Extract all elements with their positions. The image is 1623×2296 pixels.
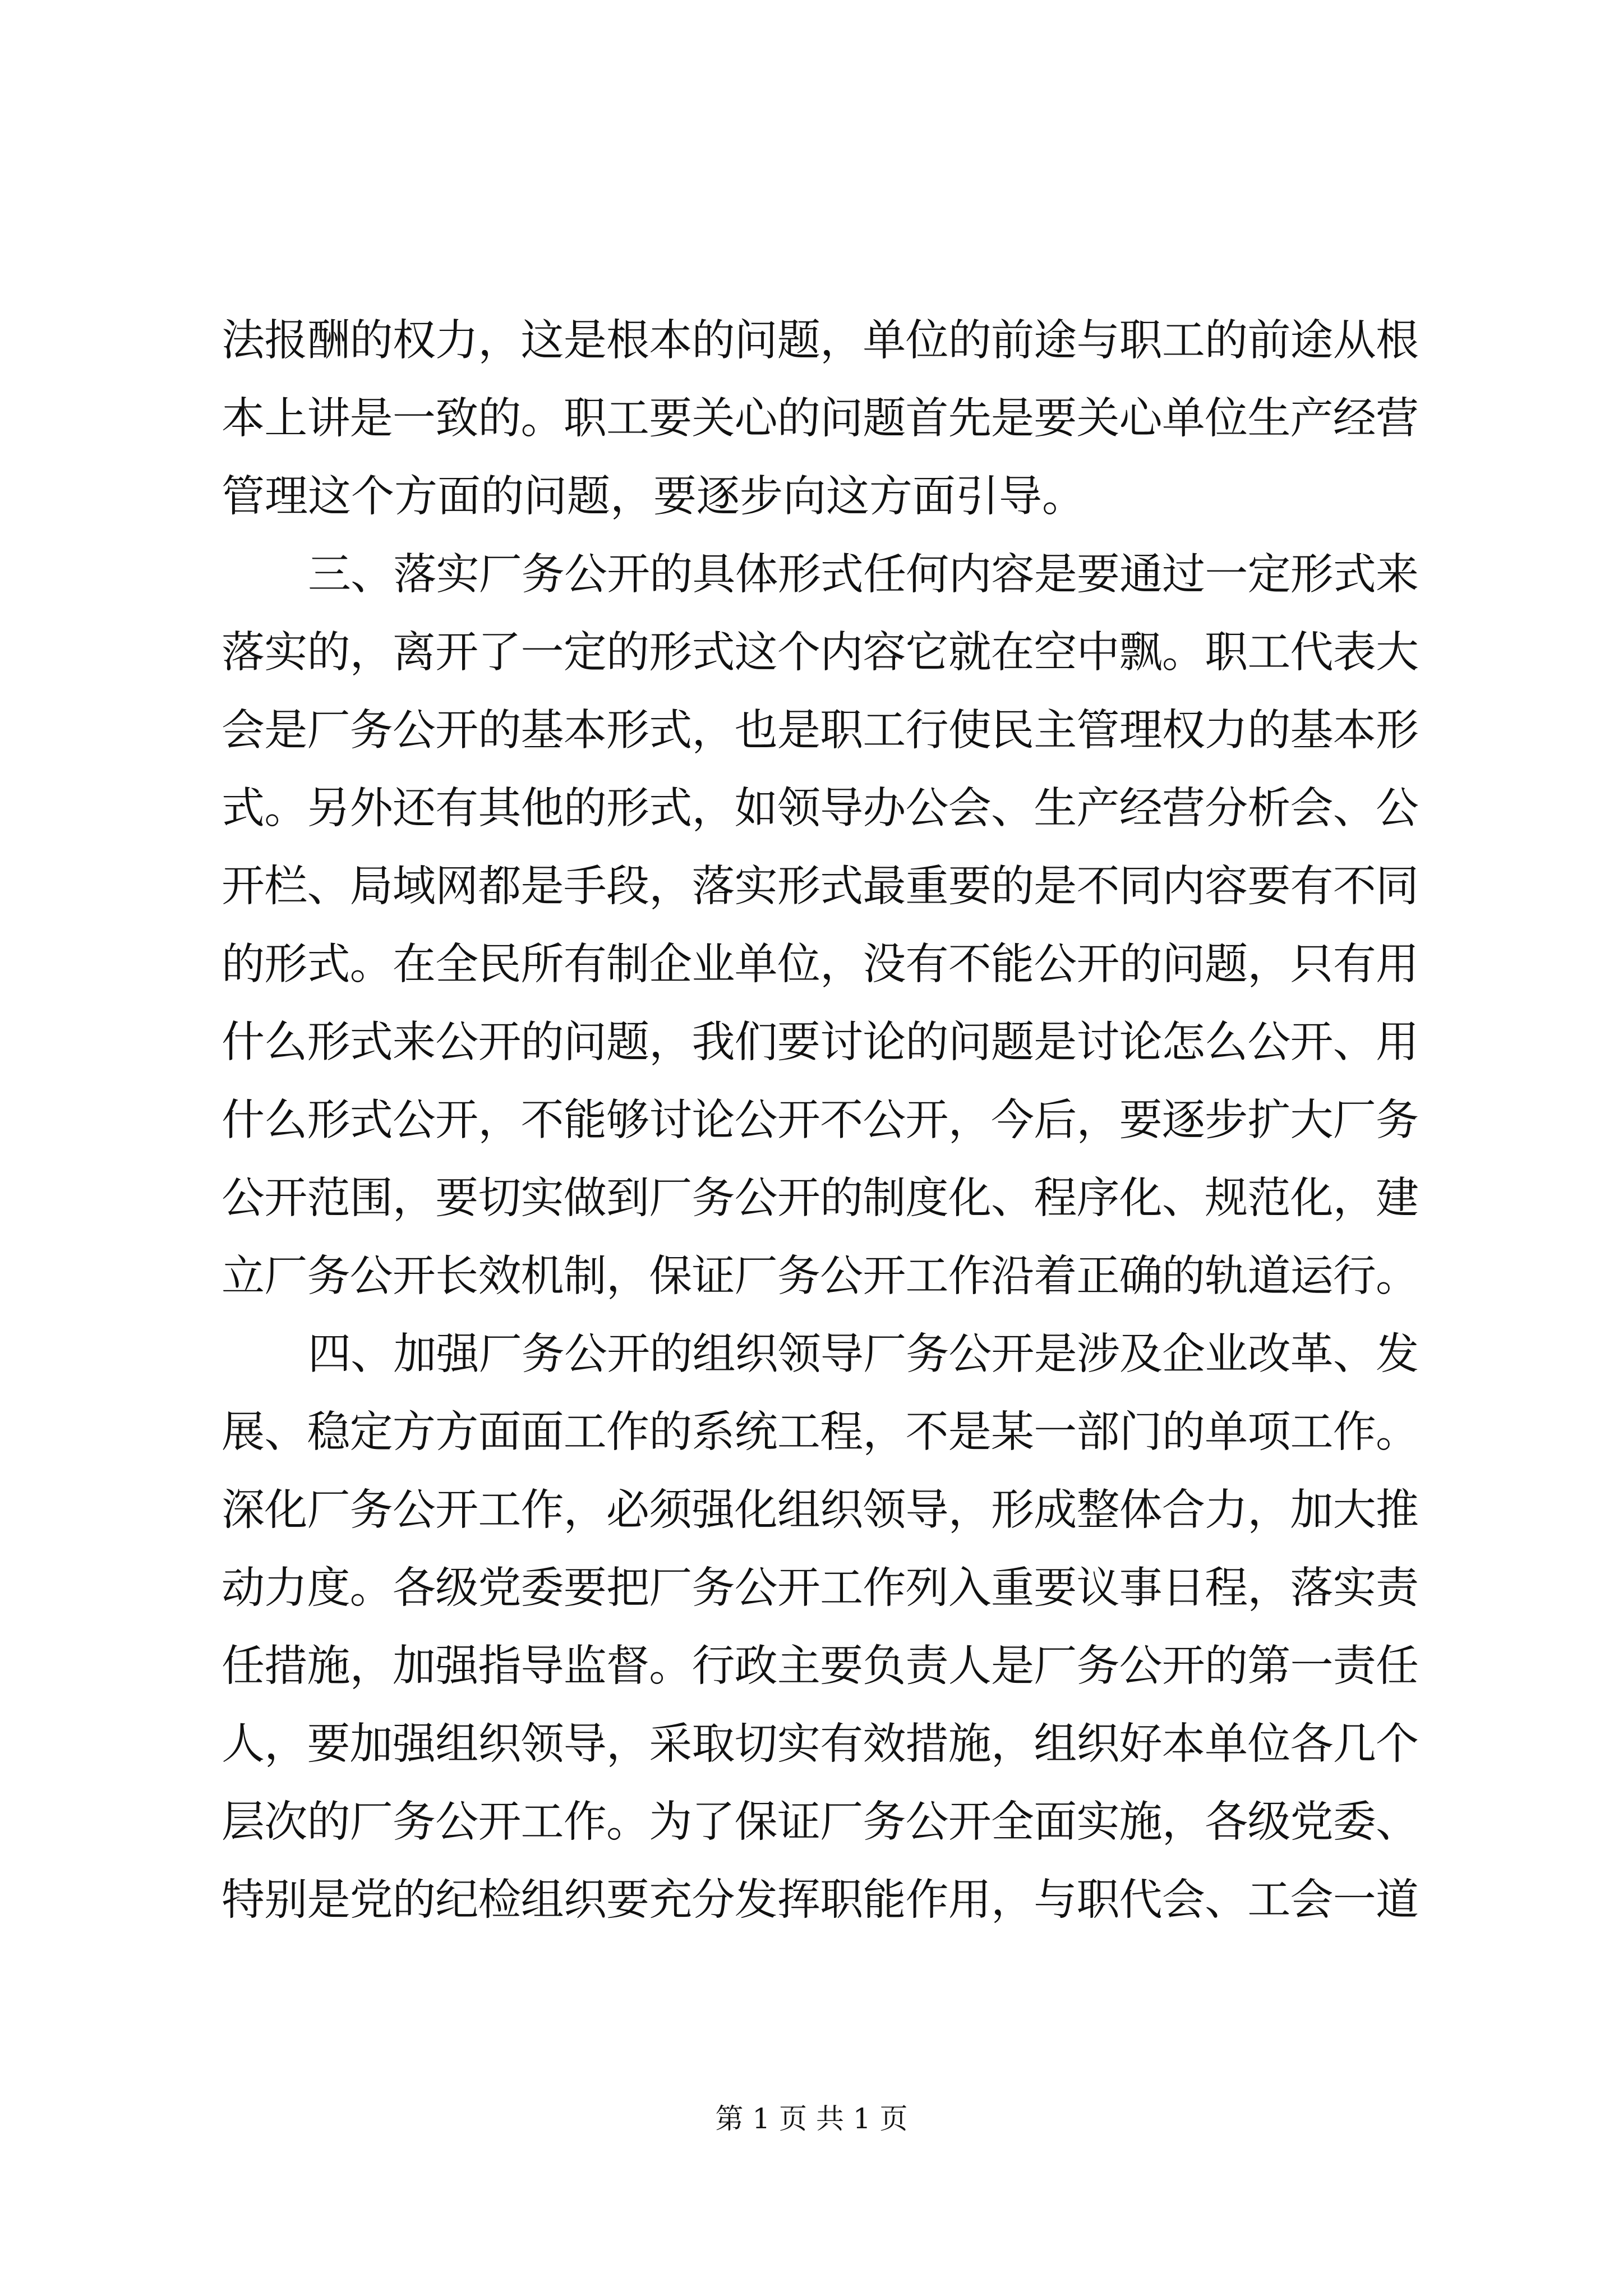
page-footer: 第 1 页 共 1 页 — [715, 2102, 908, 2135]
text-line: 落实的，离开了一定的形式这个内容它就在空中飘。职工代表大 — [222, 628, 1419, 678]
text-line: 的形式。在全民所有制企业单位，没有不能公开的问题，只有用 — [222, 940, 1419, 990]
text-line: 展、稳定方方面面工作的系统工程，不是某一部门的单项工作。 — [222, 1407, 1419, 1457]
text-line: 管理这个方面的问题，要逐步向这方面引导。 — [222, 472, 1085, 522]
text-line: 三、落实厂务公开的具体形式任何内容是要通过一定形式来 — [308, 550, 1419, 600]
text-line: 开栏、局域网都是手段，落实形式最重要的是不同内容要有不同 — [222, 862, 1419, 912]
text-line: 法报酬的权力，这是根本的问题，单位的前途与职工的前途从根 — [222, 316, 1419, 366]
text-line: 什么形式公开，不能够讨论公开不公开，今后，要逐步扩大厂务 — [222, 1096, 1419, 1145]
text-line: 特别是党的纪检组织要充分发挥职能作用，与职代会、工会一道 — [222, 1875, 1419, 1925]
text-line: 立厂务公开长效机制，保证厂务公开工作沿着正确的轨道运行。 — [222, 1251, 1419, 1301]
text-line: 深化厂务公开工作，必须强化组织领导，形成整体合力，加大推 — [222, 1485, 1419, 1535]
text-line: 层次的厂务公开工作。为了保证厂务公开全面实施，各级党委、 — [222, 1797, 1419, 1847]
text-line: 什么形式来公开的问题，我们要讨论的问题是讨论怎么公开、用 — [222, 1018, 1419, 1068]
document-body — [222, 302, 1419, 1939]
text-line: 本上讲是一致的。职工要关心的问题首先是要关心单位生产经营 — [222, 394, 1419, 444]
text-line: 会是厂务公开的基本形式，也是职工行使民主管理权力的基本形 — [222, 706, 1419, 756]
text-line: 动力度。各级党委要把厂务公开工作列入重要议事日程，落实责 — [222, 1563, 1419, 1613]
text-line: 四、加强厂务公开的组织领导厂务公开是涉及企业改革、发 — [308, 1329, 1419, 1379]
text-line: 任措施，加强指导监督。行政主要负责人是厂务公开的第一责任 — [222, 1641, 1419, 1691]
text-line: 式。另外还有其他的形式，如领导办公会、生产经营分析会、公 — [222, 784, 1419, 834]
text-line: 公开范围，要切实做到厂务公开的制度化、程序化、规范化，建 — [222, 1174, 1419, 1223]
text-line: 人，要加强组织领导，采取切实有效措施，组织好本单位各几个 — [222, 1719, 1419, 1769]
